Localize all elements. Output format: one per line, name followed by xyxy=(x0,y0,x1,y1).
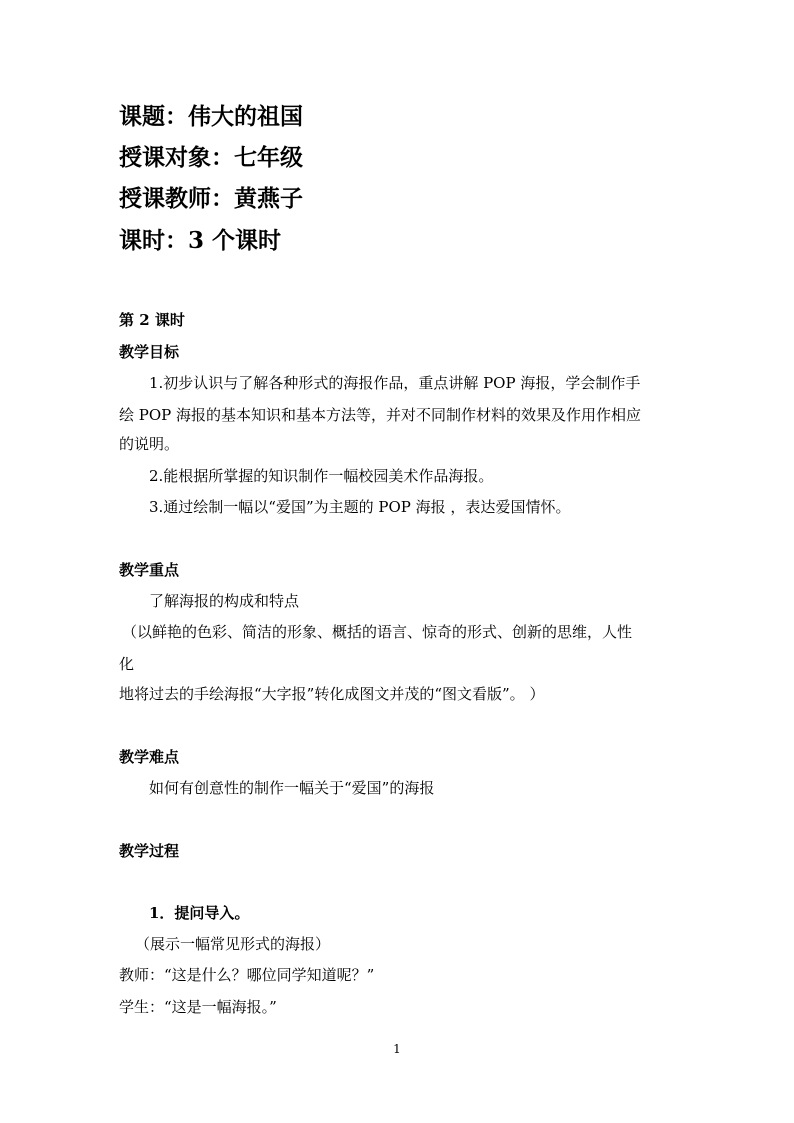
hours-title: 课时：3 个课时 xyxy=(119,227,282,254)
difficulty-heading: 教学难点 xyxy=(119,748,180,766)
objective-2: 2.能根据所掌握的知识制作一幅校园美术作品海报。 xyxy=(149,467,494,485)
page-number: 1 xyxy=(393,1042,401,1056)
objective-1-line-1: 1.初步认识与了解各种形式的海报作品，重点讲解 POP 海报，学会制作手 xyxy=(149,374,641,392)
objective-1-line-3: 的说明。 xyxy=(119,435,180,453)
key-note-line-2: 化 xyxy=(119,655,135,673)
key-note-line-3: 地将过去的手绘海报“大字报”转化成图文并茂的“图文看版”。 ） xyxy=(119,685,545,703)
objective-1-line-2: 绘 POP 海报的基本知识和基本方法等，并对不同制作材料的效果及作用作相应 xyxy=(119,406,642,424)
session-heading: 第 2 课时 xyxy=(119,311,185,329)
step-1-heading: 1．提问导入。 xyxy=(149,904,250,922)
key-points-heading: 教学重点 xyxy=(119,561,180,579)
topic-title: 课题：伟大的祖国 xyxy=(119,103,303,130)
process-heading: 教学过程 xyxy=(119,842,180,860)
objectives-heading: 教学目标 xyxy=(119,343,180,361)
step-1-note: （展示一幅常见形式的海报） xyxy=(135,935,331,953)
audience-title: 授课对象：七年级 xyxy=(119,144,303,171)
teacher-title: 授课教师：黄燕子 xyxy=(119,185,303,212)
teacher-dialog: 教师：“这是什么？哪位同学知道呢？” xyxy=(119,966,375,984)
key-note-line-1: （以鲜艳的色彩、简洁的形象、概括的语言、惊奇的形式、创新的思维，人性 xyxy=(122,623,633,641)
objective-3: 3.通过绘制一幅以“爱国”为主题的 POP 海报 ，表达爱国情怀。 xyxy=(149,498,571,516)
difficulty-point: 如何有创意性的制作一幅关于“爱国”的海报 xyxy=(149,779,435,797)
key-point: 了解海报的构成和特点 xyxy=(149,592,300,610)
student-dialog: 学生：“这是一幅海报。” xyxy=(119,998,277,1016)
